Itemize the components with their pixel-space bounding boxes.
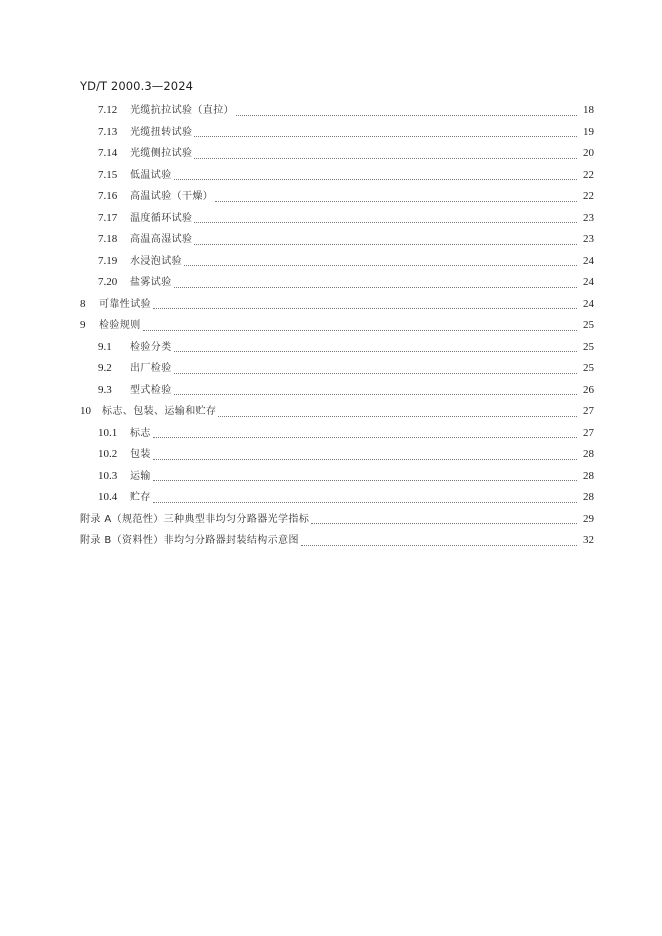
toc-entry-number: 7.16 [98,190,118,202]
toc-entry-page: 24 [583,276,594,288]
toc-dot-leader [194,221,577,223]
toc-entry-title: 高温高湿试验 [130,234,193,245]
toc-entry-title: 高温试验（干燥） [130,191,214,202]
toc-entry-page: 27 [583,405,594,417]
toc-entry[interactable] [80,401,594,423]
toc-entry-number: 7.14 [98,147,118,159]
toc-entry[interactable] [80,251,594,273]
toc-entry-page: 23 [583,233,594,245]
toc-entry-number: 10 [80,405,91,417]
toc-entry-number: 7.19 [98,254,118,267]
toc-entry-page: 25 [583,319,594,331]
toc-dot-leader [153,479,577,481]
toc-entry-title: 贮存 [130,492,151,503]
toc-entry[interactable] [80,530,594,552]
toc-entry-title: 标志 [130,427,151,439]
toc-dot-leader [174,393,577,395]
toc-dot-leader [218,415,577,417]
toc-entry-number: 10.4 [98,491,118,503]
toc-entry-page: 32 [583,534,594,546]
toc-dot-leader [153,307,577,309]
toc-entry-title: 光缆抗拉试验（直拉） [130,105,234,116]
toc-entry-number: 8 [80,297,86,310]
toc-entry-number: 7.20 [98,276,118,288]
toc-entry-title: 光缆侧拉试验 [130,148,193,159]
toc-entry-number: 7.17 [98,211,118,224]
toc-entry-title: 盐雾试验 [130,277,172,288]
toc-entry-title: 型式检验 [130,384,172,396]
toc-dot-leader [301,544,577,546]
toc-dot-leader [153,501,577,503]
toc-entry-number: 7.15 [98,168,118,181]
toc-dot-leader [174,372,577,374]
toc-entry-title: 检验分类 [130,341,172,353]
toc-entry-title: 检验规则 [99,320,141,331]
toc-entry[interactable] [80,165,594,187]
toc-entry-page: 25 [583,340,594,353]
toc-entry[interactable] [80,272,594,294]
toc-entry-title: 出厂检验 [130,363,172,374]
toc-entry-number: 9.2 [98,362,112,374]
toc-entry[interactable] [80,208,594,230]
toc-entry-title: 运输 [130,470,151,482]
toc-entry-page: 22 [583,190,594,202]
toc-entry-title: 附录 B（资料性）非均匀分路器封装结构示意图 [80,535,299,546]
toc-entry-page: 23 [583,211,594,224]
toc-entry-number: 10.3 [98,469,118,482]
toc-dot-leader [174,286,577,288]
toc-dot-leader [153,458,577,460]
toc-entry-title: 水浸泡试验 [130,255,182,267]
toc-dot-leader [184,264,577,266]
toc-dot-leader [174,178,577,180]
toc-entry-title: 温度循环试验 [130,212,193,224]
toc-entry-page: 28 [583,448,594,460]
toc-entry-number: 9.3 [98,383,112,396]
toc-entry-page: 29 [583,512,594,525]
toc-entry-number: 9.1 [98,340,112,353]
toc-entry[interactable] [80,358,594,380]
toc-entry-page: 26 [583,383,594,396]
toc-entry[interactable] [80,315,594,337]
toc-entry[interactable] [80,337,594,359]
toc-entry-number: 10.1 [98,426,118,439]
toc-entry-page: 27 [583,426,594,439]
toc-entry-page: 20 [583,147,594,159]
document-code: YD/T 2000.3—2024 [80,79,194,93]
table-of-contents [80,100,594,552]
toc-entry[interactable] [80,122,594,144]
toc-entry[interactable] [80,444,594,466]
toc-entry-title: 可靠性试验 [99,298,151,310]
toc-entry-page: 24 [583,297,594,310]
toc-entry-page: 24 [583,254,594,267]
toc-entry-page: 28 [583,491,594,503]
toc-entry-number: 7.12 [98,104,118,116]
toc-entry-page: 22 [583,168,594,181]
toc-entry-title: 光缆扭转试验 [130,126,193,138]
toc-dot-leader [236,114,577,116]
toc-entry[interactable] [80,100,594,122]
toc-dot-leader [215,200,577,202]
toc-entry-title: 附录 A（规范性）三种典型非均匀分路器光学指标 [80,513,310,525]
toc-entry[interactable] [80,380,594,402]
toc-entry[interactable] [80,186,594,208]
toc-entry-number: 9 [80,319,86,331]
toc-entry-page: 25 [583,362,594,374]
toc-dot-leader [194,135,577,137]
toc-entry-page: 28 [583,469,594,482]
toc-entry-number: 7.18 [98,233,118,245]
toc-entry[interactable] [80,487,594,509]
toc-dot-leader [194,243,577,245]
toc-entry[interactable] [80,466,594,488]
toc-entry[interactable] [80,294,594,316]
toc-entry[interactable] [80,423,594,445]
toc-entry-number: 7.13 [98,125,118,138]
toc-entry[interactable] [80,229,594,251]
toc-entry-number: 10.2 [98,448,118,460]
toc-entry[interactable] [80,509,594,531]
toc-dot-leader [143,329,577,331]
toc-entry-page: 19 [583,125,594,138]
toc-entry-title: 包装 [130,449,151,460]
toc-entry-title: 标志、包装、运输和贮存 [102,406,217,417]
toc-entry-title: 低温试验 [130,169,172,181]
toc-entry[interactable] [80,143,594,165]
toc-dot-leader [174,350,577,352]
toc-entry-page: 18 [583,104,594,116]
toc-dot-leader [194,157,577,159]
toc-dot-leader [311,522,577,524]
toc-dot-leader [153,436,577,438]
